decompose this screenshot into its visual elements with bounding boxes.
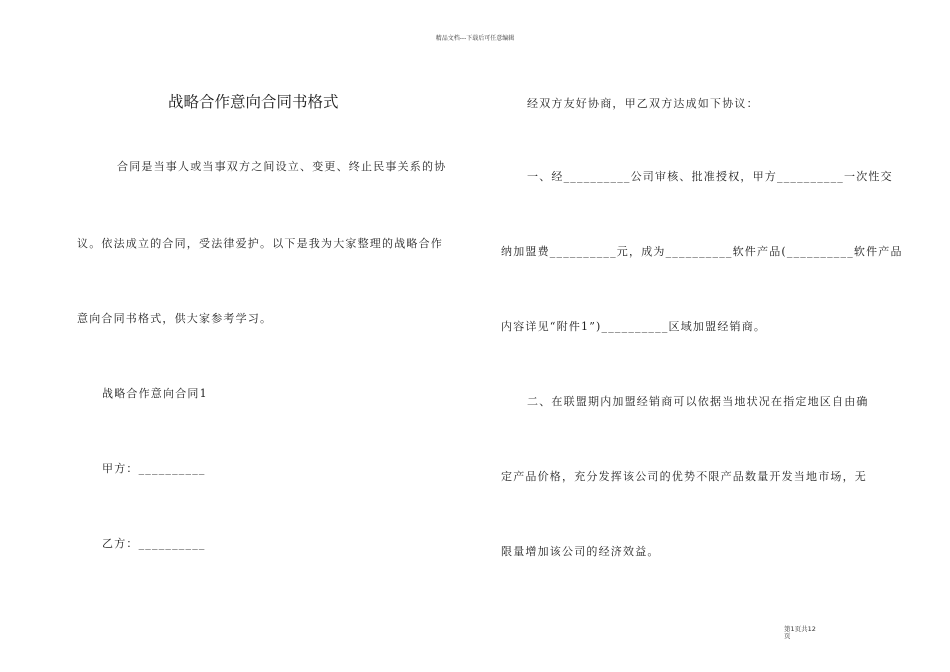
- document-title: 战略合作意向合同书格式: [168, 93, 339, 111]
- clause-1-line-3: 内容详见“附件1”)__________区域加盟经销商。: [501, 320, 767, 333]
- contract-subtitle: 战略合作意向合同1: [102, 387, 208, 400]
- clause-2-line-3: 限量增加该公司的经济效益。: [501, 545, 660, 558]
- page-number-line-2: 页: [784, 632, 791, 640]
- agreement-intro: 经双方友好协商，甲乙双方达成如下协议：: [527, 97, 759, 110]
- clause-1-line-1: 一、经__________公司审核、批准授权，甲方__________一次性交: [527, 170, 893, 183]
- clause-1-line-2: 纳加盟费__________元，成为__________软件产品(__________软件产品: [501, 245, 903, 258]
- party-a-line: 甲方：__________: [102, 462, 206, 475]
- page-number: [784, 626, 816, 640]
- page-number-line-1: 第1页共12: [784, 625, 816, 633]
- clause-2-line-2: 定产品价格，充分发挥该公司的优势不限产品数量开发当地市场，无: [501, 470, 867, 483]
- intro-line-2: 议。依法成立的合同，受法律爱护。以下是我为大家整理的战略合作: [77, 237, 443, 250]
- clause-2-line-1: 二、在联盟期内加盟经销商可以依据当地状况在指定地区自由确: [527, 395, 869, 408]
- party-b-line: 乙方：__________: [102, 537, 206, 550]
- page-header: 精品文档---下载后可任意编辑: [435, 35, 515, 42]
- intro-line-3: 意向合同书格式，供大家参考学习。: [77, 312, 273, 325]
- intro-line-1: 合同是当事人或当事双方之间设立、变更、终止民事关系的协: [117, 160, 447, 173]
